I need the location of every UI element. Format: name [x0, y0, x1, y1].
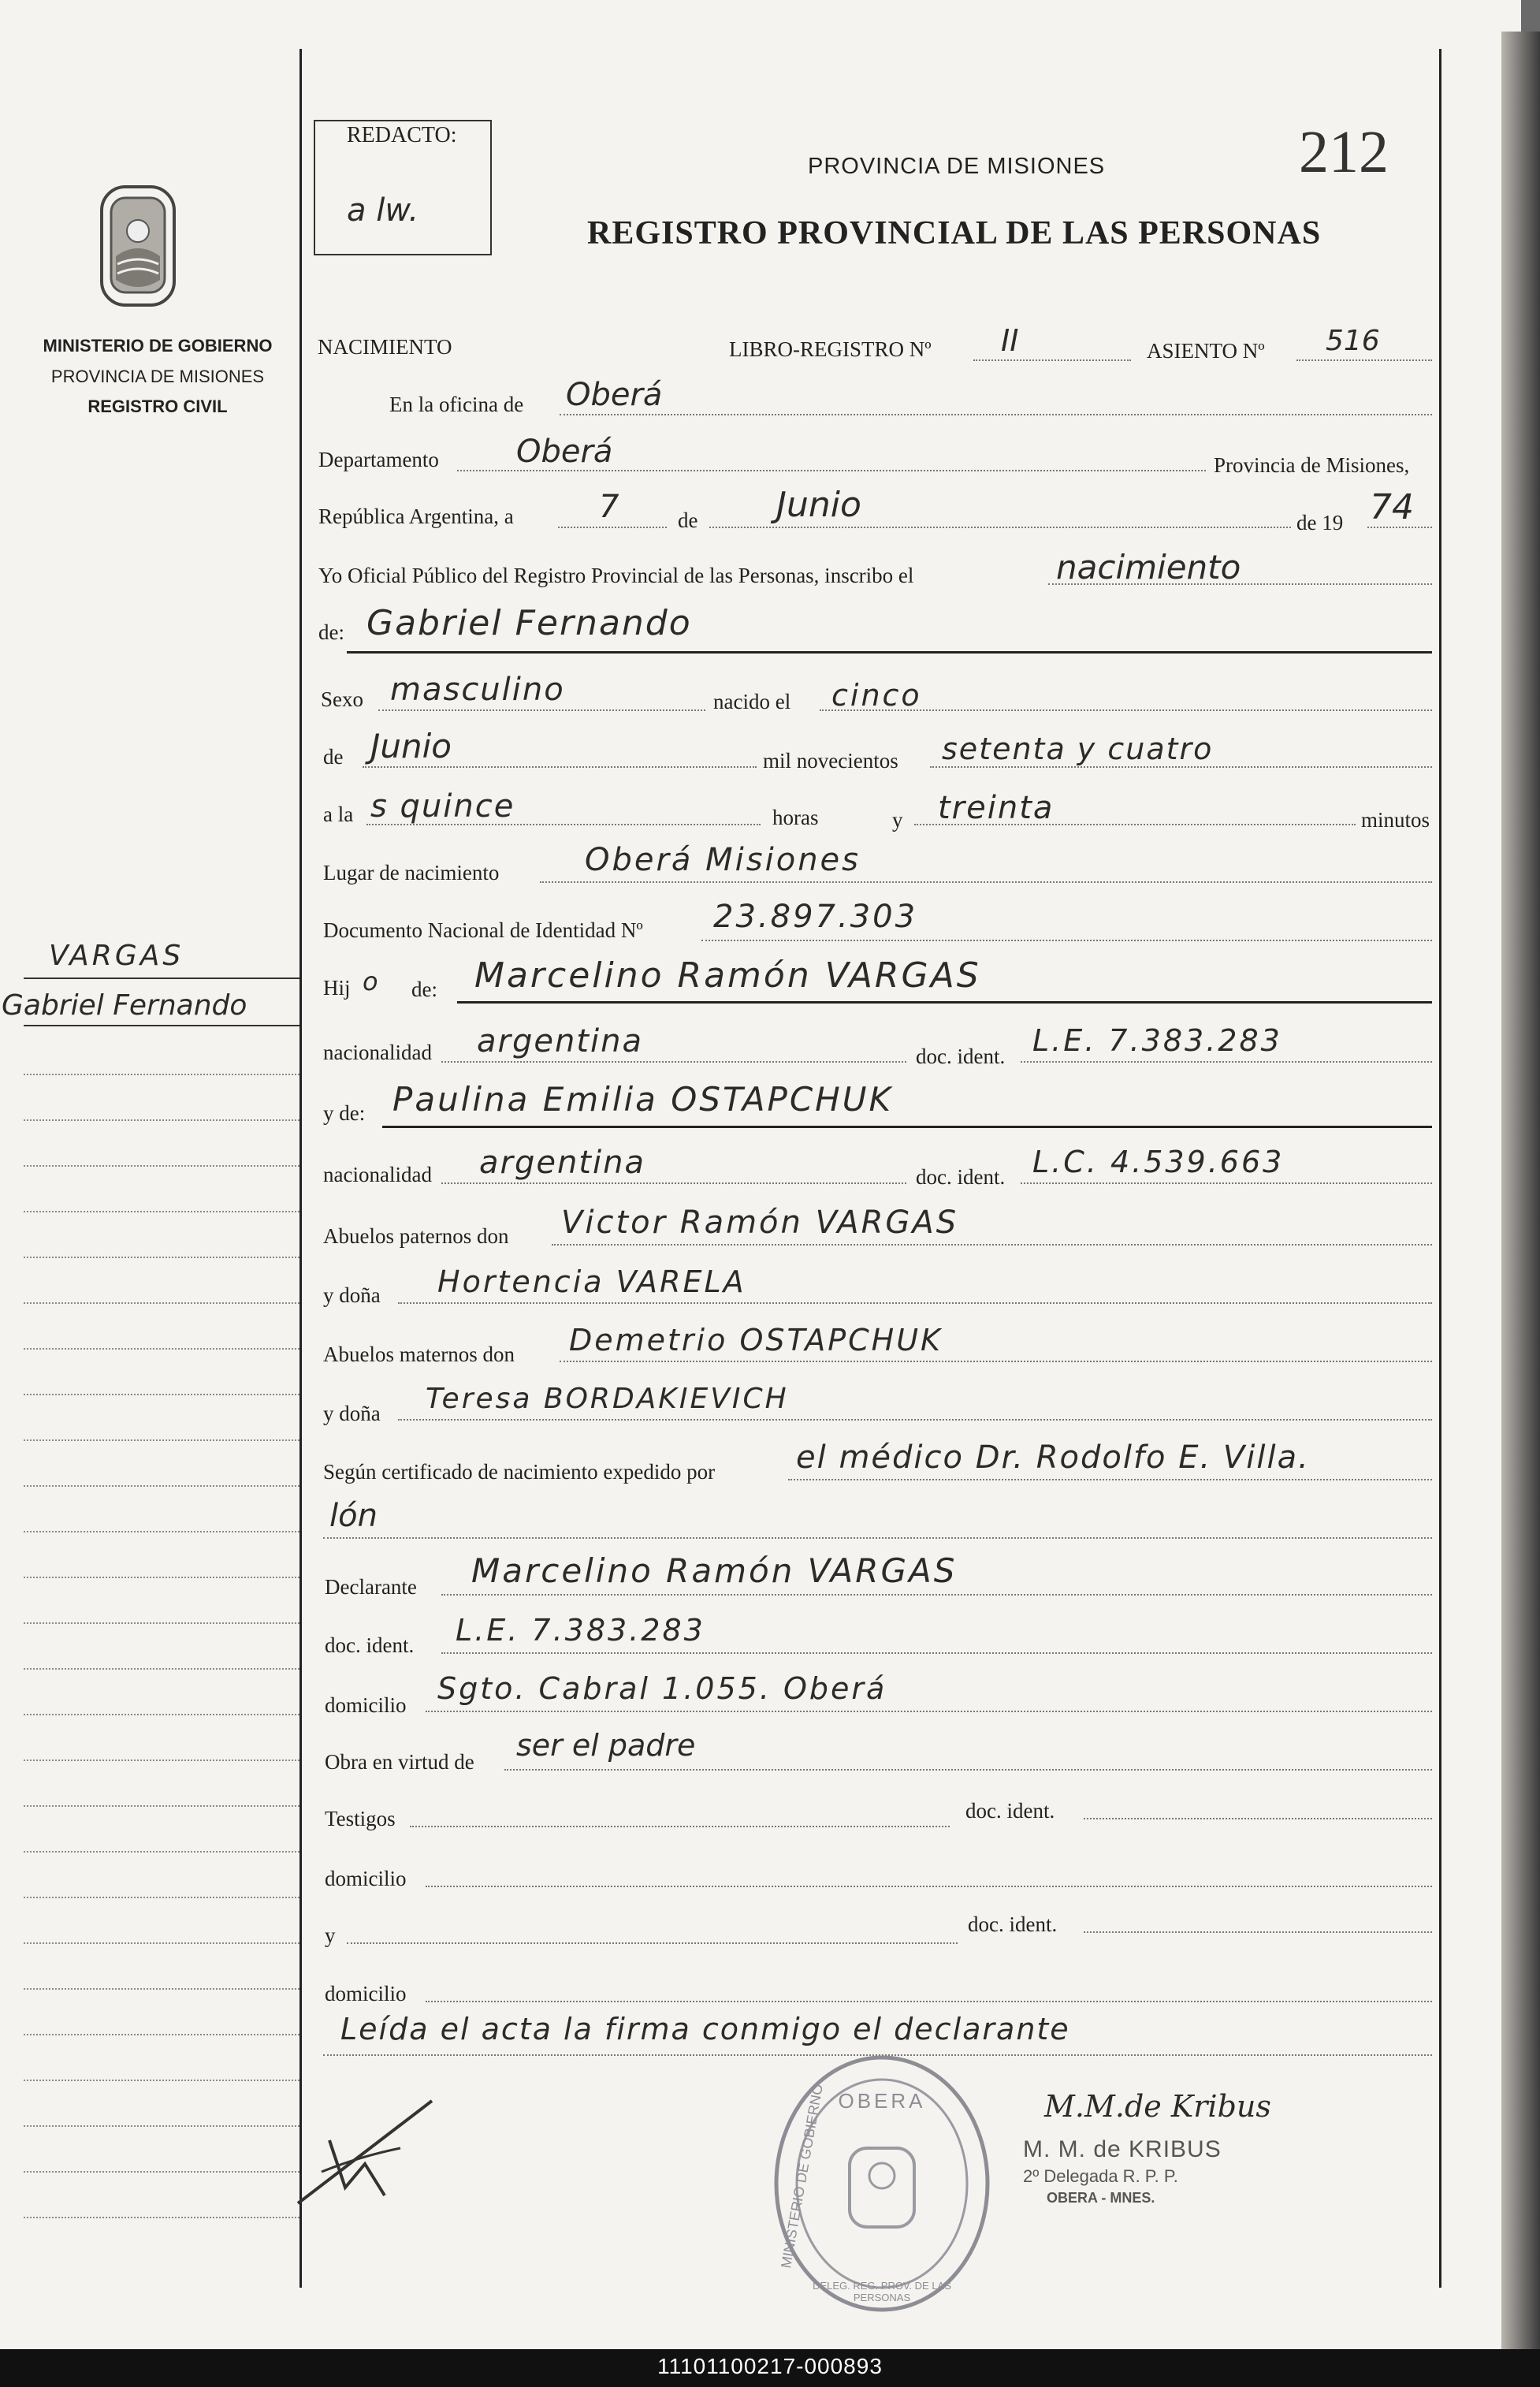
- margin-line: [24, 1348, 299, 1350]
- ala-label: a la: [323, 802, 354, 826]
- mil-label: mil novecientos: [763, 749, 898, 773]
- father-nat-value: argentina: [477, 1023, 643, 1059]
- y-label: y: [892, 808, 903, 832]
- abuela-mat-ydona-label: y doña: [323, 1402, 381, 1425]
- official-place: OBERA - MNES.: [1047, 2190, 1155, 2206]
- segun-line: [788, 1479, 1432, 1480]
- asiento-value: 516: [1326, 325, 1380, 357]
- year-label: de 19: [1296, 511, 1344, 534]
- official-title: 2º Delegada R. P. P.: [1023, 2166, 1178, 2186]
- domicilio-label-2: domicilio: [325, 1867, 407, 1890]
- abuelo-pat-line: [552, 1244, 1432, 1246]
- redacto-label: REDACTO:: [347, 123, 457, 147]
- registry-title: REGISTRO PROVINCIAL DE LAS PERSONAS: [587, 215, 1322, 251]
- father-docident-label: doc. ident.: [916, 1045, 1006, 1068]
- republica-label: República Argentina, a: [318, 505, 514, 528]
- mother-value: Paulina Emilia OSTAPCHUK: [392, 1080, 894, 1119]
- abuelos-pat-label: Abuelos paternos don: [323, 1224, 509, 1248]
- obra-line: [504, 1769, 1432, 1771]
- domicilio-line: [426, 1711, 1432, 1712]
- margin-line: [24, 1485, 299, 1487]
- margin-line: [24, 1302, 299, 1304]
- sexo-value: masculino: [390, 672, 565, 708]
- docident-line-3: [1084, 1931, 1432, 1933]
- mother-nat-value: argentina: [479, 1145, 645, 1181]
- record-type-label: NACIMIENTO: [318, 335, 452, 359]
- oficina-label: En la oficina de: [389, 393, 524, 416]
- decl-docident-label: doc. ident.: [325, 1633, 415, 1657]
- asiento-label: ASIENTO Nº: [1147, 339, 1265, 363]
- ministry-line-3: REGISTRO CIVIL: [87, 397, 228, 416]
- minutes-value: treinta: [938, 790, 1055, 826]
- left-border-line: [299, 49, 302, 2288]
- dni-line: [701, 940, 1432, 941]
- sexo-line: [378, 709, 705, 711]
- abuela-pat-value: Hortencia VARELA: [437, 1264, 746, 1299]
- abuela-mat-value: Teresa BORDAKIEVICH: [426, 1383, 789, 1415]
- abuelo-pat-value: Victor Ramón VARGAS: [561, 1205, 959, 1241]
- libro-label: LIBRO-REGISTRO Nº: [729, 337, 932, 361]
- month-line: [709, 527, 1291, 528]
- margin-line: [24, 1211, 299, 1212]
- barcode-label: 11101100217-000893: [657, 2354, 883, 2378]
- obra-value: ser el padre: [516, 1728, 696, 1763]
- mother-doc-value: L.C. 4.539.663: [1032, 1145, 1285, 1179]
- hour-line: [366, 824, 761, 825]
- name-line: [347, 651, 1432, 654]
- margin-surname: VARGAS: [49, 940, 184, 972]
- departamento-value: Oberá: [516, 434, 613, 470]
- dni-label: Documento Nacional de Identidad Nº: [323, 918, 643, 942]
- margin-line: [24, 1577, 299, 1578]
- act-line: [1048, 583, 1432, 585]
- margin-line: [24, 1942, 299, 1944]
- mother-docident-label: doc. ident.: [916, 1165, 1006, 1189]
- departamento-line: [457, 470, 1206, 471]
- segun-label: Según certificado de nacimiento expedido por: [323, 1460, 716, 1484]
- de-label: de: [678, 508, 698, 532]
- mother-doc-line: [1021, 1182, 1432, 1184]
- hour-value: s quince: [370, 788, 515, 825]
- domicilio-label-3: domicilio: [325, 1982, 407, 2005]
- y-line-2: [347, 1942, 958, 1944]
- margin-line: [24, 2034, 299, 2035]
- testigos-label: Testigos: [325, 1807, 396, 1830]
- margin-line: [24, 1805, 299, 1807]
- domicilio-line-3: [426, 2001, 1432, 2002]
- margin-line: [24, 1531, 299, 1532]
- ministry-line-2: PROVINCIA DE MISIONES: [50, 367, 265, 386]
- margin-line: [24, 1394, 299, 1395]
- decl-doc-value: L.E. 7.383.283: [456, 1613, 705, 1648]
- day-line: [558, 527, 667, 528]
- mother-line: [382, 1126, 1432, 1128]
- year-line: [1367, 527, 1432, 528]
- margin-line: [24, 1439, 299, 1441]
- province-heading: PROVINCIA DE MISIONES: [808, 154, 1106, 179]
- abuela-pat-ydona-label: y doña: [323, 1283, 381, 1307]
- nacido-value: cinco: [831, 678, 922, 713]
- departamento-label: Departamento: [318, 448, 439, 471]
- segun-line-2: [323, 1537, 1432, 1539]
- testigos-doc-line: [1084, 1818, 1432, 1819]
- oficial-text: Yo Oficial Público del Registro Provincial de las Personas, inscribo el: [318, 564, 914, 587]
- father-doc-line: [1021, 1061, 1432, 1063]
- minutes-line: [914, 824, 1356, 825]
- father-doc-value: L.E. 7.383.283: [1032, 1023, 1282, 1058]
- margin-line: [24, 2125, 299, 2127]
- hijo-suffix: o: [363, 966, 378, 996]
- sexo-label: Sexo: [321, 687, 363, 711]
- right-border-line: [1439, 49, 1441, 2288]
- abuelos-mat-label: Abuelos maternos don: [323, 1342, 515, 1366]
- lugar-value: Oberá Misiones: [585, 842, 861, 878]
- minutos-label: minutos: [1361, 808, 1430, 832]
- declarante-label: Declarante: [325, 1575, 417, 1599]
- margin-line: [24, 1165, 299, 1167]
- stamp-top-text: OBERA: [838, 2089, 926, 2113]
- de-name-label: de:: [318, 620, 344, 644]
- dni-value: 23.897.303: [713, 899, 918, 935]
- redacto-box: [314, 120, 492, 255]
- misiones-shield-logo: [99, 185, 177, 317]
- mil-value: setenta y cuatro: [942, 732, 1214, 766]
- margin-line: [24, 1760, 299, 1761]
- margin-line: [24, 2217, 299, 2218]
- mother-nat-line: [441, 1182, 906, 1184]
- libro-line: [973, 359, 1131, 361]
- domicilio-label: domicilio: [325, 1693, 407, 1717]
- domicilio-line-2: [426, 1886, 1432, 1887]
- redacto-value: a lw.: [347, 192, 419, 229]
- margin-line: [24, 1119, 299, 1121]
- y-label-2: y: [325, 1923, 336, 1947]
- abuelo-mat-line: [560, 1361, 1432, 1362]
- docident-label-3: doc. ident.: [968, 1912, 1058, 1936]
- birth-month-value: Junio: [370, 727, 452, 765]
- margin-line: [24, 1025, 299, 1026]
- margin-line: [24, 1851, 299, 1853]
- father-nat-line: [441, 1061, 906, 1063]
- name-value: Gabriel Fernando: [366, 603, 692, 643]
- hijo-de-label: de:: [411, 978, 437, 1001]
- margin-line: [24, 1988, 299, 1990]
- obra-label: Obra en virtud de: [325, 1750, 474, 1774]
- asiento-line: [1296, 359, 1432, 361]
- ministry-line-1: MINISTERIO DE GOBIERNO: [43, 336, 273, 356]
- domicilio-value: Sgto. Cabral 1.055. Oberá: [437, 1671, 887, 1706]
- father-line: [457, 1001, 1432, 1004]
- stamp-left-text: MINISTERIO DE GOBIERNO: [778, 2082, 826, 2270]
- margin-line: [24, 1668, 299, 1670]
- provincia-label: Provincia de Misiones,: [1214, 453, 1410, 477]
- lugar-label: Lugar de nacimiento: [323, 861, 500, 884]
- margin-given-names: Gabriel Fernando: [2, 989, 247, 1022]
- declarant-signature-mark: [290, 2085, 440, 2223]
- abuela-pat-line: [398, 1302, 1432, 1304]
- hijo-label: Hij: [323, 976, 351, 1000]
- official-name: M. M. de KRIBUS: [1023, 2136, 1222, 2162]
- oficina-value: Oberá: [566, 377, 663, 413]
- abuela-mat-line: [398, 1419, 1432, 1421]
- year-value: 74: [1370, 487, 1414, 527]
- declarante-line: [441, 1594, 1432, 1596]
- official-signature: M.M.de Kribus: [1044, 2089, 1271, 2124]
- margin-line: [24, 1257, 299, 1258]
- testigos-docident-label: doc. ident.: [965, 1799, 1055, 1823]
- margin-line: [24, 1897, 299, 1898]
- folio-number: 212: [1299, 119, 1389, 185]
- lugar-line: [540, 881, 1432, 883]
- month-value: Junio: [776, 485, 861, 525]
- act-value: nacimiento: [1056, 548, 1241, 587]
- closing-statement: Leída el acta la firma conmigo el declarante: [340, 2012, 1070, 2046]
- margin-line: [24, 1622, 299, 1624]
- margin-line: [24, 1714, 299, 1715]
- declarante-value: Marcelino Ramón VARGAS: [471, 1551, 958, 1590]
- father-nacionalidad-label: nacionalidad: [323, 1041, 432, 1064]
- day-value: 7: [599, 489, 619, 525]
- official-stamp: [771, 2050, 993, 2318]
- margin-line: [24, 2171, 299, 2173]
- testigos-line: [410, 1826, 950, 1827]
- oficina-line: [560, 414, 1432, 415]
- mother-nacionalidad-label: nacionalidad: [323, 1163, 432, 1186]
- decl-doc-line: [441, 1652, 1432, 1654]
- horas-label: horas: [772, 806, 819, 829]
- nacido-label: nacido el: [713, 690, 791, 713]
- yde-label: y de:: [323, 1101, 366, 1125]
- mil-line: [930, 766, 1432, 768]
- segun-value-continued: lón: [329, 1498, 378, 1534]
- father-value: Marcelino Ramón VARGAS: [474, 955, 981, 996]
- margin-line: [24, 1074, 299, 1075]
- abuelo-mat-value: Demetrio OSTAPCHUK: [569, 1323, 943, 1357]
- nacido-line: [820, 709, 1432, 711]
- de-month-label: de: [323, 745, 344, 769]
- libro-value: II: [1001, 323, 1019, 358]
- segun-value: el médico Dr. Rodolfo E. Villa.: [796, 1439, 1310, 1476]
- birth-month-line: [363, 766, 757, 768]
- margin-line: [24, 2080, 299, 2081]
- stamp-bottom-text: DELEG. REG. PROV. DE LAS PERSONAS: [813, 2280, 951, 2303]
- page-binding-edge: [1501, 32, 1540, 2349]
- margin-line: [24, 978, 299, 979]
